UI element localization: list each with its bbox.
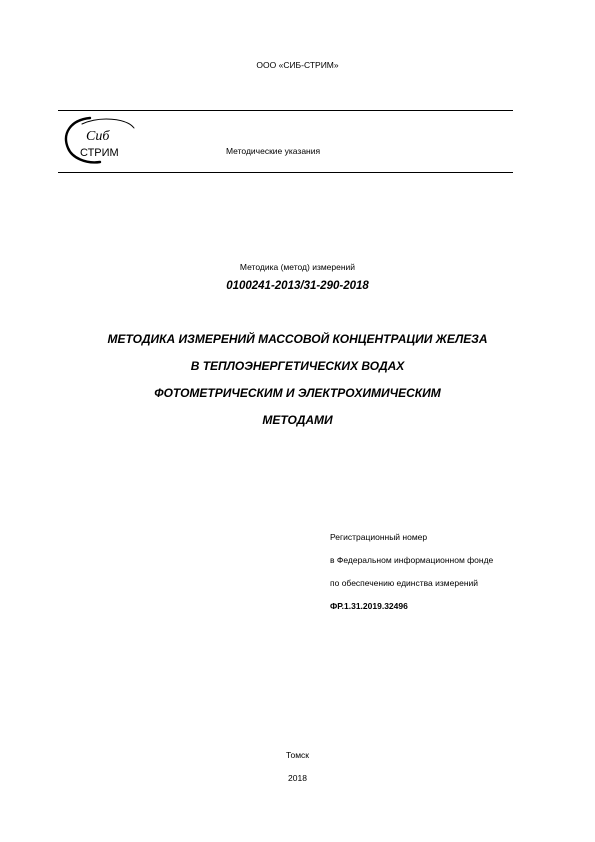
registration-line: по обеспечению единства измерений [330, 578, 479, 588]
logo-text-bottom: СТРИМ [80, 147, 119, 159]
document-title [0, 326, 595, 434]
registration-line: Регистрационный номер [330, 532, 428, 542]
registration-line: в Федеральном информационном фонде [330, 555, 494, 565]
method-label: Методика (метод) измерений [239, 262, 356, 272]
method-code: 0100241-2013/31-290-2018 [226, 280, 369, 292]
title-line: МЕТОДАМИ [262, 413, 333, 427]
registration-number: ФР.1.31.2019.32496 [330, 601, 408, 611]
logo-text-top: Сиб [86, 129, 110, 144]
sibstrim-logo [60, 114, 150, 168]
header-top-rule [58, 110, 513, 111]
company-name: ООО «СИБ-СТРИМ» [256, 60, 339, 70]
document-type: Методические указания [226, 146, 321, 156]
registration-block [330, 530, 493, 622]
header-bottom-rule [58, 172, 513, 173]
title-line: ФОТОМЕТРИЧЕСКИМ И ЭЛЕКТРОХИМИЧЕСКИМ [154, 386, 441, 400]
title-line: В ТЕПЛОЭНЕРГЕТИЧЕСКИХ ВОДАХ [190, 359, 405, 373]
title-line: МЕТОДИКА ИЗМЕРЕНИЙ МАССОВОЙ КОНЦЕНТРАЦИИ ЖЕЛЕЗА [107, 332, 488, 346]
city: Томск [285, 750, 310, 760]
year: 2018 [288, 773, 307, 783]
